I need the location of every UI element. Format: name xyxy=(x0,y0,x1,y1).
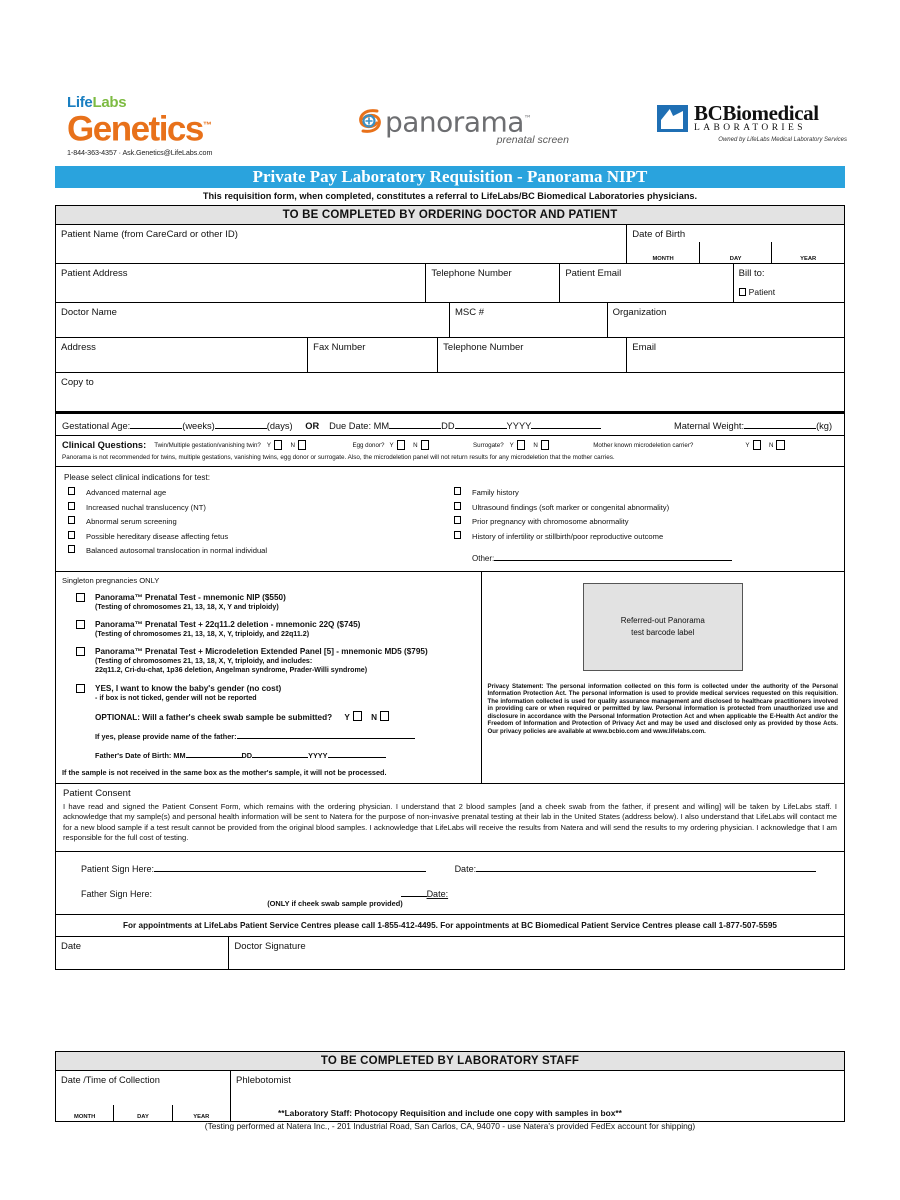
row-doctor-contact xyxy=(56,338,844,373)
label-optional-swab: OPTIONAL: Will a father's cheek swab sample be submitted? xyxy=(95,712,333,722)
checkbox-microdeletion-yes[interactable] xyxy=(753,440,762,450)
indication-history-infertility[interactable] xyxy=(450,532,836,541)
dob-year-col[interactable]: YEAR xyxy=(771,242,844,263)
label-test-nip-sub: (Testing of chromosomes 21, 13, 18, X, Y and triploidy) xyxy=(95,602,279,611)
indication-other[interactable] xyxy=(450,551,836,563)
question-egg-donor[interactable] xyxy=(352,440,429,450)
label-increased-nt: Increased nuchal translucency (NT) xyxy=(86,502,206,512)
label-test-md5-sub2: 22q11.2, Cri-du-chat, 1p36 deletion, Angelman syndrome, Prader-Willi syndrome) xyxy=(95,665,368,674)
section-clinical-indications xyxy=(56,467,844,572)
input-maternal-weight[interactable] xyxy=(744,419,816,429)
bcb-text-block xyxy=(694,103,819,134)
checkbox-abnormal-serum[interactable] xyxy=(68,516,75,524)
label-test-md5: Panorama™ Prenatal Test + Microdeletion Extended Panel [5] - mnemonic MD5 ($795) xyxy=(95,646,428,656)
label-ultrasound-findings: Ultrasound findings (soft marker or congenital abnormality) xyxy=(472,502,670,512)
field-fax-number[interactable] xyxy=(308,338,438,372)
field-date[interactable] xyxy=(56,937,229,969)
field-doctor-signature[interactable] xyxy=(229,937,844,969)
row-patient-signature[interactable] xyxy=(63,862,837,874)
label-collection-datetime: Date /Time of Collection xyxy=(61,1075,160,1085)
indication-abnormal-serum-screening[interactable] xyxy=(64,517,450,526)
label-clinical-questions: Clinical Questions: xyxy=(62,440,147,450)
label-balanced-translocation: Balanced autosomal translocation in normal individual xyxy=(86,546,268,555)
footer-line-2: (Testing performed at Natera Inc., - 201 Industrial Road, San Carlos, CA, 94070 - use Natera's provided FedEx account for shipping) xyxy=(204,1121,696,1131)
dob-columns xyxy=(627,242,844,263)
field-patient-name[interactable] xyxy=(56,225,627,263)
checkbox-swab-yes[interactable] xyxy=(353,711,362,721)
label-patient-name: Patient Name (from CareCard or other ID) xyxy=(61,229,238,240)
label-question-twin: Twin/Multiple gestation/vanishing twin? xyxy=(154,441,261,449)
row-patient-address xyxy=(56,264,844,303)
question-twin-multiple[interactable] xyxy=(154,440,306,450)
row-patient-name xyxy=(56,225,844,264)
genetics-wordmark xyxy=(67,108,317,147)
row-copy-to xyxy=(56,373,844,414)
input-patient-date[interactable] xyxy=(476,862,816,872)
sample-warning-note: If the sample is not received in the same box as the mother's sample, it will not be processed. xyxy=(62,767,387,777)
field-patient-email[interactable] xyxy=(560,264,733,302)
label-doctor-email: Email xyxy=(632,342,657,353)
label-date-of-birth: Date of Birth xyxy=(632,229,686,240)
label-family-history: Family history xyxy=(472,488,519,497)
checkbox-prior-pregnancy[interactable] xyxy=(454,516,461,524)
checkbox-history-infertility[interactable] xyxy=(454,531,461,539)
page-footer xyxy=(55,1108,845,1131)
field-bill-to[interactable] xyxy=(734,264,844,302)
section-patient-consent xyxy=(56,784,844,852)
label-hereditary-disease: Possible hereditary disease affecting fetus xyxy=(86,531,229,541)
bcb-laboratories: LABORATORIES xyxy=(694,123,806,133)
indications-right-column xyxy=(450,488,836,563)
indication-prior-pregnancy[interactable] xyxy=(450,517,836,526)
input-patient-signature[interactable] xyxy=(154,862,426,872)
header-logos xyxy=(55,95,845,163)
label-maternal-weight: Maternal Weight: xyxy=(673,421,745,431)
bc-biomedical-logo xyxy=(657,103,847,155)
collection-day-col[interactable]: DAY xyxy=(113,1105,171,1121)
label-father-name: If yes, please provide name of the father: xyxy=(95,731,237,741)
clinical-questions-line xyxy=(62,440,838,450)
bcb-owned-by: Owned by LifeLabs Medical Laboratory Services xyxy=(718,137,847,143)
question-surrogate[interactable] xyxy=(473,440,549,450)
label-test-22q-sub: (Testing of chromosomes 21, 13, 18, X, Y, triploidy, and 22q11.2) xyxy=(95,629,310,638)
panorama-logo xyxy=(355,105,585,153)
label-advanced-maternal-age: Advanced maternal age xyxy=(86,488,167,497)
label-due-date-dd: DD xyxy=(441,421,455,431)
field-doctor-address[interactable] xyxy=(56,338,308,372)
checkbox-hereditary-disease[interactable] xyxy=(68,531,75,539)
bc-biomedical-mark-icon xyxy=(657,105,688,132)
label-or: OR xyxy=(305,421,320,431)
footer-line-1: **Laboratory Staff: Photocopy Requisition and include one copy with samples in box** xyxy=(278,1108,622,1118)
label-father-date: Date: xyxy=(426,888,449,899)
label-bill-to: Bill to: xyxy=(738,268,765,279)
indication-family-history[interactable] xyxy=(450,488,836,497)
label-patient-telephone: Telephone Number xyxy=(431,268,512,279)
label-bill-patient: Patient xyxy=(748,287,776,297)
checkbox-microdeletion-no[interactable] xyxy=(776,440,785,450)
label-doctor-name: Doctor Name xyxy=(61,307,117,318)
label-doctor-telephone: Telephone Number xyxy=(443,342,524,353)
field-doctor-telephone[interactable] xyxy=(438,338,627,372)
label-egg-yes: Y xyxy=(389,441,394,449)
row-clinical-questions xyxy=(56,436,844,467)
page-subtitle: This requisition form, when completed, constitutes a referral to LifeLabs/BC Biomedical Laboratories physicians. xyxy=(202,191,698,201)
label-patient-email: Patient Email xyxy=(565,268,622,279)
lifelabs-labs-text: Labs xyxy=(92,94,127,111)
page-title: Private Pay Laboratory Requisition - Panorama NIPT xyxy=(55,166,845,188)
barcode-label-text xyxy=(621,615,705,639)
label-test-22q: Panorama™ Prenatal Test + 22q11.2 deletion - mnemonic 22Q ($745) xyxy=(95,619,361,629)
question-microdeletion-carrier[interactable] xyxy=(593,440,785,450)
collection-year-col[interactable]: YEAR xyxy=(172,1105,230,1121)
panorama-trademark: ™ xyxy=(523,114,532,123)
label-know-gender: YES, I want to know the baby's gender (no cost) xyxy=(95,683,282,693)
label-know-gender-note: - if box is not ticked, gender will not be reported xyxy=(95,693,257,702)
label-indications-title: Please select clinical indications for test: xyxy=(64,473,211,482)
father-date-underline xyxy=(401,887,427,897)
checkbox-increased-nt[interactable] xyxy=(68,502,75,510)
panorama-text: panorama xyxy=(385,105,524,139)
checkbox-twin-no[interactable] xyxy=(298,440,307,450)
checkbox-test-nip[interactable] xyxy=(76,593,85,603)
label-due-date-mm: Due Date: MM xyxy=(329,421,390,431)
input-due-date-yyyy[interactable] xyxy=(531,419,601,429)
bcb-name: BCBiomedical xyxy=(694,101,819,125)
label-doctor-address: Address xyxy=(61,342,96,353)
label-patient-sign: Patient Sign Here: xyxy=(81,863,155,874)
section-band-lab-staff: TO BE COMPLETED BY LABORATORY STAFF xyxy=(56,1052,844,1071)
input-due-date-mm[interactable] xyxy=(389,419,441,429)
field-msc-number[interactable] xyxy=(450,303,608,337)
field-doctor-email[interactable] xyxy=(627,338,844,372)
label-kg: (kg) xyxy=(816,421,833,431)
section-band-doctor-patient: TO BE COMPLETED BY ORDERING DOCTOR AND PATIENT xyxy=(56,206,844,225)
label-gestational-age: Gestational Age: xyxy=(62,421,131,431)
row-doctor-name xyxy=(56,303,844,338)
field-copy-to[interactable] xyxy=(56,373,844,411)
lifelabs-life-text: Life xyxy=(67,94,93,111)
label-history-infertility: History of infertility or stillbirth/poor reproductive outcome xyxy=(472,531,664,541)
father-dob-line[interactable] xyxy=(95,748,475,760)
section-tests xyxy=(56,572,844,784)
checkbox-ultrasound-findings[interactable] xyxy=(454,502,461,510)
main-form xyxy=(55,205,845,970)
checkbox-know-gender[interactable] xyxy=(76,684,85,694)
label-father-sign: Father Sign Here: xyxy=(81,888,153,899)
label-question-microdeletion: Mother known microdeletion carrier? xyxy=(593,441,694,449)
row-father-signature[interactable] xyxy=(63,887,837,899)
panorama-tagline: prenatal screen xyxy=(496,134,569,147)
label-father-dd: DD xyxy=(241,750,253,760)
checkbox-egg-donor-no[interactable] xyxy=(421,440,430,450)
barcode-line2: test barcode label xyxy=(631,627,695,637)
input-due-date-dd[interactable] xyxy=(455,419,507,429)
indication-hereditary-disease[interactable] xyxy=(64,532,450,541)
tests-left-panel xyxy=(56,572,482,783)
label-test-nip: Panorama™ Prenatal Test - mnemonic NIP ($550) xyxy=(95,592,286,602)
label-surrogate-no: N xyxy=(533,441,538,449)
bcb-row xyxy=(657,103,847,134)
test-option-nip[interactable] xyxy=(62,593,475,611)
label-twin-no: N xyxy=(290,441,295,449)
lifelabs-contact-info: 1-844-363-4357 · Ask.Genetics@LifeLabs.com xyxy=(67,147,213,157)
tests-right-panel xyxy=(482,572,844,783)
label-abnormal-serum: Abnormal serum screening xyxy=(86,517,177,526)
field-patient-address[interactable] xyxy=(56,264,426,302)
label-patient-address: Patient Address xyxy=(61,268,128,279)
checkbox-surrogate-no[interactable] xyxy=(541,440,550,450)
label-prior-pregnancy: Prior pregnancy with chromosome abnormality xyxy=(472,517,629,526)
father-name-line[interactable] xyxy=(95,729,475,741)
barcode-label-placeholder xyxy=(583,583,743,671)
checkbox-swab-no[interactable] xyxy=(380,711,389,721)
field-patient-telephone[interactable] xyxy=(426,264,560,302)
label-swab-yes: Y xyxy=(344,712,350,722)
indication-increased-nuchal-translucency[interactable] xyxy=(64,503,450,512)
checkbox-family-history[interactable] xyxy=(454,487,461,495)
input-other-indication[interactable] xyxy=(494,551,732,561)
input-gestational-weeks[interactable] xyxy=(130,419,182,429)
checkbox-balanced-translocation[interactable] xyxy=(68,545,75,553)
field-doctor-name[interactable] xyxy=(56,303,450,337)
checkbox-twin-yes[interactable] xyxy=(274,440,283,450)
panorama-swirl-icon xyxy=(355,106,385,136)
checkbox-bill-patient[interactable] xyxy=(739,288,746,296)
test-option-22q[interactable] xyxy=(62,620,475,638)
panorama-wordmark xyxy=(385,105,532,139)
input-father-name[interactable] xyxy=(237,729,415,739)
label-date: Date xyxy=(61,940,82,952)
label-other: Other: xyxy=(472,553,495,563)
label-phlebotomist: Phlebotomist xyxy=(236,1075,291,1086)
field-organization[interactable] xyxy=(608,303,844,337)
label-twin-yes: Y xyxy=(266,441,271,449)
label-question-egg-donor: Egg donor? xyxy=(352,441,385,449)
label-singleton-only: Singleton pregnancies ONLY xyxy=(62,575,160,585)
checkbox-test-22q[interactable] xyxy=(76,620,85,630)
label-organization: Organization xyxy=(612,307,667,318)
clinical-questions-note: Panorama is not recommended for twins, multiple gestations, vanishing twins, egg donor or surrogate. Also, the microdeletion panel will not return results for any microdeletion that the mother carries. xyxy=(62,454,615,461)
field-date-of-birth[interactable] xyxy=(627,225,844,263)
label-egg-no: N xyxy=(413,441,418,449)
gender-option[interactable] xyxy=(62,684,475,777)
test-option-md5[interactable] xyxy=(62,647,475,674)
dob-month-col[interactable]: MONTH xyxy=(652,256,674,262)
privacy-statement: Privacy Statement: The personal information collected on this form is collected under the authority of the Personal Information Protection Act. The personal information is used to provide medical services requested on this requisition. The information collected is used for quality assurance management and disclosed to healthcare practitioners involved in providing care or when required or permitted by law. Personal information is protected from unauthorized use and disclosure in accordance with the Personal Information Protection Act and when applicable the E-Health Act and/or the Freedom of Information and Protection of Privacy Act and may be used and disclosed only as provided by those Acts. Our privacy policies are available at www.bcbio.com and www.lifelabs.com. xyxy=(487,682,838,736)
panorama-row xyxy=(355,105,585,139)
heading-patient-consent: Patient Consent xyxy=(63,787,131,799)
indication-balanced-translocation[interactable] xyxy=(64,546,450,555)
input-gestational-days[interactable] xyxy=(215,419,267,429)
indication-advanced-maternal-age[interactable] xyxy=(64,488,450,497)
input-father-dob-mm[interactable] xyxy=(186,748,242,758)
label-question-surrogate: Surrogate? xyxy=(473,441,504,449)
label-father-yyyy: YYYY xyxy=(308,750,328,760)
indication-ultrasound-findings[interactable] xyxy=(450,503,836,512)
checkbox-egg-donor-yes[interactable] xyxy=(397,440,406,450)
genetics-text: Genetics xyxy=(67,109,203,149)
input-father-dob-yyyy[interactable] xyxy=(328,748,386,758)
dob-day-col[interactable]: DAY xyxy=(699,242,772,263)
barcode-line1: Referred-out Panorama xyxy=(620,615,705,625)
text-patient-consent: I have read and signed the Patient Consent Form, which remains with the ordering physician. I understand that 2 blood samples [and a cheek swab from the father, if present and willing] will be taken by LifeLabs staff. I acknowledge that my sample(s) and personal health information will be sent to Natera for the purpose of non-invasive prenatal testing at their lab in the United States (address below). I also understand that LifeLabs will contact me for a new blood sample if a test result cannot be provided from the original blood samples. I acknowledge that LifeLabs will receive the results from Natera and will send the results to my ordering physician. I acknowledge that I am responsible for the full cost of testing. xyxy=(63,801,837,843)
label-fax-number: Fax Number xyxy=(313,342,366,353)
section-signatures xyxy=(56,852,844,915)
label-surrogate-yes: Y xyxy=(509,441,514,449)
label-micro-yes: Y xyxy=(745,441,750,449)
collection-month-col[interactable]: MONTH xyxy=(74,1114,96,1120)
input-father-signature[interactable] xyxy=(152,887,398,897)
label-father-dob: Father's Date of Birth: MM xyxy=(95,750,186,760)
label-copy-to: Copy to xyxy=(61,377,94,388)
label-patient-date: Date: xyxy=(454,863,477,874)
label-due-date-yyyy: YYYY xyxy=(506,421,532,431)
label-days: (days) xyxy=(266,421,293,431)
checkbox-advanced-maternal-age[interactable] xyxy=(68,487,75,495)
row-doctor-signature xyxy=(56,937,844,969)
label-swab-no: N xyxy=(371,712,378,722)
checkbox-surrogate-yes[interactable] xyxy=(517,440,526,450)
label-micro-no: N xyxy=(769,441,774,449)
row-gestational-age[interactable] xyxy=(56,414,844,436)
input-father-dob-dd[interactable] xyxy=(252,748,308,758)
label-weeks: (weeks) xyxy=(182,421,215,431)
note-father-signature: (ONLY if cheek swab sample provided) xyxy=(267,898,403,908)
bill-to-patient-option[interactable] xyxy=(739,287,839,297)
indications-columns xyxy=(64,488,836,563)
checkbox-test-md5[interactable] xyxy=(76,647,85,657)
lifelabs-genetics-logo xyxy=(67,95,317,157)
optional-cheek-swab-question[interactable] xyxy=(95,711,475,722)
trademark-symbol: ™ xyxy=(202,120,211,130)
appointments-note: For appointments at LifeLabs Patient Service Centres please call 1-855-412-4495. For appointments at BC Biomedical Patient Service Centres please call 1-877-507-5595 xyxy=(56,915,844,937)
label-test-md5-sub: (Testing of chromosomes 21, 13, 18, X, Y, triploidy, and includes: xyxy=(95,656,313,665)
dob-wrapper xyxy=(627,229,844,263)
indications-left-column xyxy=(64,488,450,563)
label-msc-number: MSC # xyxy=(455,307,485,318)
label-doctor-signature: Doctor Signature xyxy=(234,940,306,952)
